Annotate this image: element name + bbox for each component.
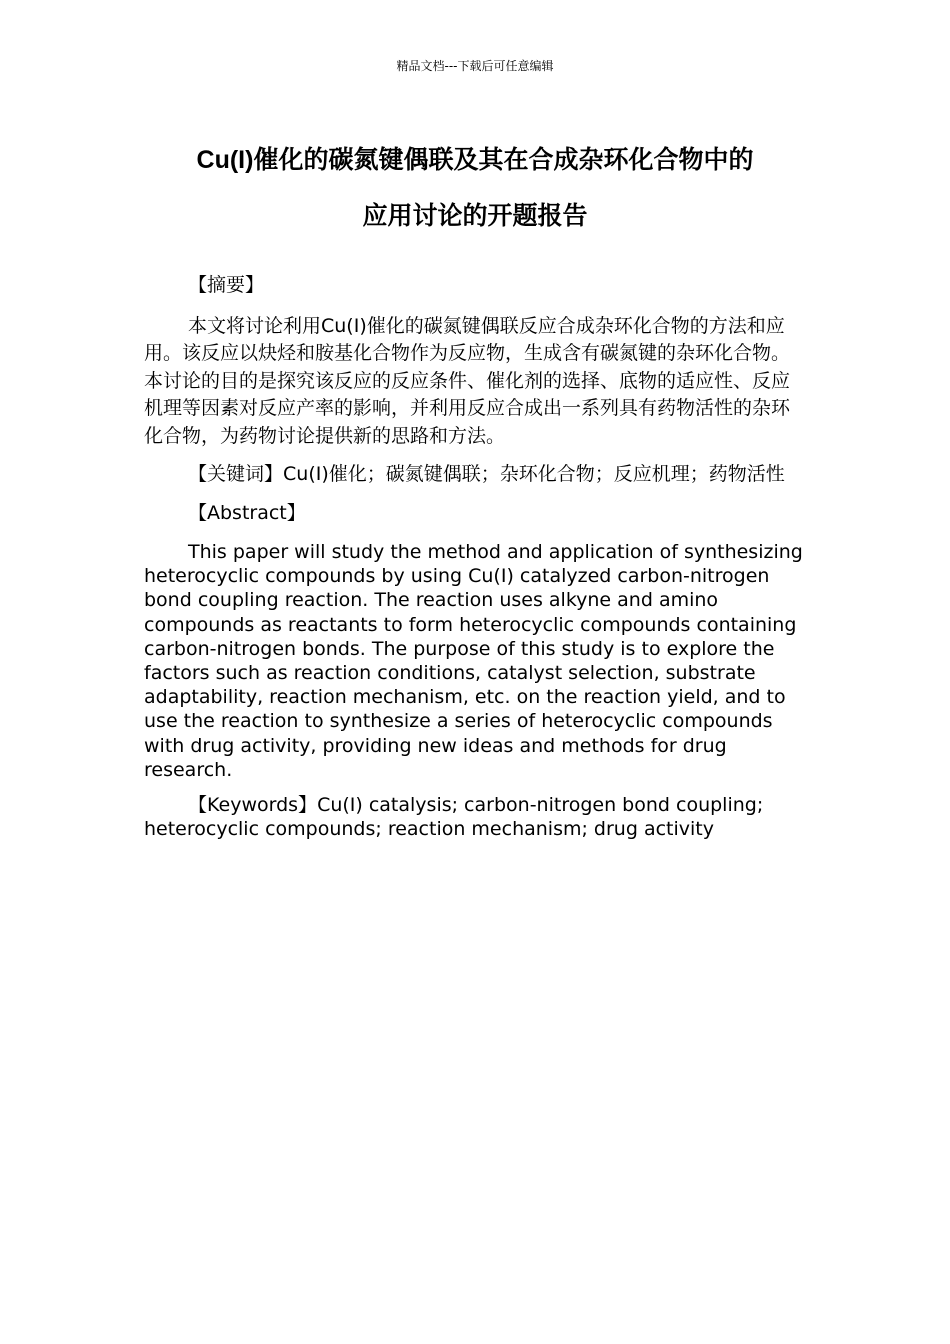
page-header-note: 精品文档---下载后可任意编辑 (396, 59, 554, 73)
title-line-2: 应用讨论的开题报告 (362, 202, 588, 230)
keywords-en-label: 【Keywords】 (188, 794, 318, 817)
document-body (144, 272, 806, 852)
abstract-cn-body: 本文将讨论利用Cu(I)催化的碳氮键偶联反应合成杂环化合物的方法和应用。该反应以炔烃和胺基化合物作为反应物，生成含有碳氮键的杂环化合物。本讨论的目的是探究该反应的反应条件、催化剂的选择、底物的适应性、反应机理等因素对反应产率的影响，并利用反应合成出一系列具有药物活性的杂环化合物，为药物讨论提供新的思路和方法。 (144, 314, 791, 447)
keywords-en (144, 793, 806, 841)
abstract-en-body: This paper will study the method and application of synthesizing heterocyclic compounds by using Cu(I) catalyzed carbon-nitrogen bond coupling reaction. The reaction uses alkyne and amino compounds as reactants to form heterocyclic compounds containing carbon-nitrogen bonds. The purpose of this study is to explore the factors such as reaction conditions, catalyst selection, substrate adaptability, reaction mechanism, etc. on the reaction yield, and to use the reaction to synthesize a series of heterocyclic compounds with drug activity, providing new ideas and methods for drug research. (144, 541, 803, 781)
abstract-en-heading: 【Abstract】 (188, 501, 306, 524)
keywords-cn-label: 【关键词】 (188, 463, 284, 485)
title-line-1: Cu(I)催化的碳氮键偶联及其在合成杂环化合物中的 (196, 146, 754, 174)
keywords-cn (144, 461, 806, 489)
keywords-en-text: Cu(I) catalysis; carbon-nitrogen bond coupling; heterocyclic compounds; reaction mechanism; drug activity (144, 794, 764, 841)
keywords-cn-text: Cu(I)催化；碳氮键偶联；杂环化合物；反应机理；药物活性 (283, 463, 785, 485)
abstract-cn-heading: 【摘要】 (188, 274, 265, 296)
document-title (145, 132, 805, 244)
